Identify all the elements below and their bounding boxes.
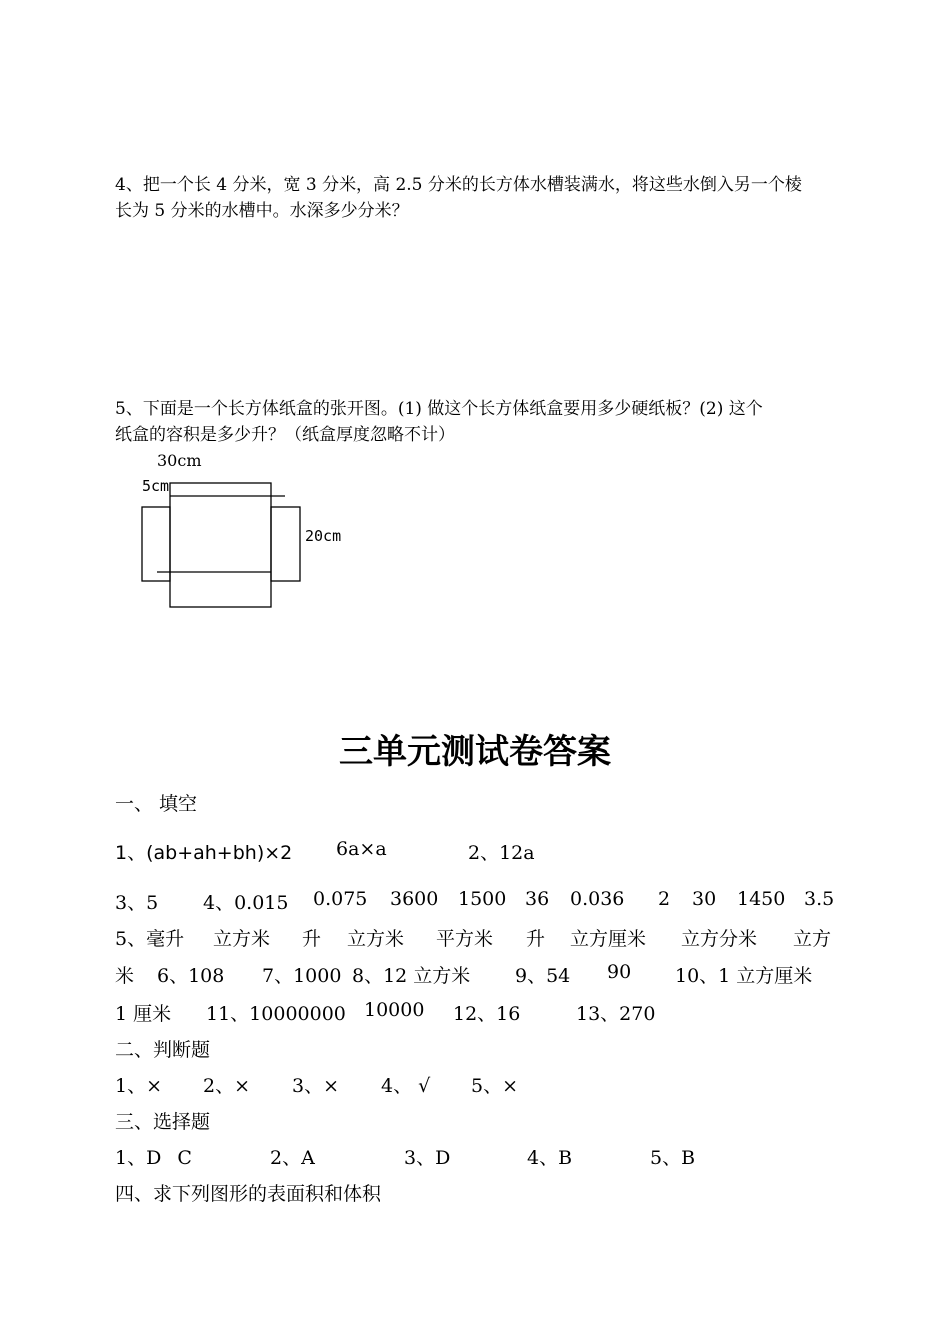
net-center-face xyxy=(170,483,271,607)
fill-row-5 xyxy=(0,999,950,1025)
fill-row-2-item: 3600 xyxy=(390,888,439,910)
judge-answer: 3、× xyxy=(292,1075,340,1097)
fill-row-2-item: 2 xyxy=(658,888,671,910)
section-2-heading: 二、判断题 xyxy=(115,1039,211,1061)
fill-row-2-item: 3.5 xyxy=(804,888,835,910)
fill-row-2-item: 0.075 xyxy=(313,888,368,910)
fill-row-4-item: 9、54 xyxy=(515,965,571,987)
net-left-flap xyxy=(142,507,170,581)
judge-answer: 4、 √ xyxy=(381,1075,431,1097)
choice-answer: 3、D xyxy=(404,1147,451,1169)
fill-row-2-item: 1450 xyxy=(737,888,786,910)
fill-row-2-item: 0.036 xyxy=(570,888,625,910)
fill-row-1-item: 2、12a xyxy=(468,842,535,864)
fill-row-2 xyxy=(0,888,950,914)
choice-answer: 2、A xyxy=(270,1147,315,1169)
fill-row-3-item: 平方米 xyxy=(436,928,494,950)
section-4-heading: 四、求下列图形的表面积和体积 xyxy=(115,1183,382,1205)
fill-row-4 xyxy=(0,961,950,987)
question-5-line-2: 纸盒的容积是多少升？（纸盒厚度忽略不计） xyxy=(115,425,455,445)
label-5cm: 5cm xyxy=(142,477,170,495)
fill-row-3-item: 立方分米 xyxy=(681,928,758,950)
choice-answers-row xyxy=(0,1143,950,1169)
judge-answers-row xyxy=(0,1071,950,1097)
question-4-line-2: 长为 5 分米的水槽中。水深多少分米？ xyxy=(115,201,409,221)
fill-row-1 xyxy=(0,838,950,864)
label-30cm: 30cm xyxy=(157,451,202,470)
section-3-heading: 三、选择题 xyxy=(115,1111,211,1133)
question-5-line-1: 5、下面是一个长方体纸盒的张开图。(1) 做这个长方体纸盒要用多少硬纸板？(2) 这个 xyxy=(115,399,763,419)
fill-row-2-item: 36 xyxy=(525,888,550,910)
fill-row-4-item: 7、1000 xyxy=(262,965,342,987)
fill-row-5-item: 1 厘米 xyxy=(115,1003,172,1025)
question-4-line-1: 4、把一个长 4 分米，宽 3 分米，高 2.5 分米的长方体水槽装满水，将这些水倒入另一个棱 xyxy=(115,175,802,195)
choice-answer: 5、B xyxy=(650,1147,696,1169)
fill-row-3-item: 立方厘米 xyxy=(570,928,647,950)
fill-row-5-item: 10000 xyxy=(364,999,425,1021)
judge-answer: 1、× xyxy=(115,1075,163,1097)
fill-row-2-item: 30 xyxy=(692,888,717,910)
fill-row-4-item: 90 xyxy=(607,961,632,983)
fill-row-5-item: 11、10000000 xyxy=(206,1003,346,1025)
judge-answer: 5、× xyxy=(471,1075,519,1097)
fill-row-4-item: 米 xyxy=(115,965,135,987)
choice-answer: 4、B xyxy=(527,1147,573,1169)
label-20cm: 20cm xyxy=(305,527,342,545)
fill-row-3 xyxy=(0,924,950,950)
judge-answer: 2、× xyxy=(203,1075,251,1097)
fill-row-3-item: 立方 xyxy=(793,928,832,950)
choice-answer: 1、D C xyxy=(115,1147,192,1169)
net-right-flap xyxy=(271,507,300,581)
fill-row-2-item: 3、5 xyxy=(115,892,159,914)
fill-row-4-item: 8、12 立方米 xyxy=(352,965,471,987)
fill-row-3-item: 立方米 xyxy=(213,928,271,950)
fill-row-5-item: 12、16 xyxy=(453,1003,521,1025)
fill-row-3-item: 升 xyxy=(302,928,322,950)
fill-row-1-item: 1、(ab+ah+bh)×2 xyxy=(115,842,293,864)
fill-row-2-item: 1500 xyxy=(458,888,507,910)
fill-row-5-item: 13、270 xyxy=(576,1003,656,1025)
fill-row-3-item: 升 xyxy=(526,928,546,950)
fill-row-3-item: 立方米 xyxy=(347,928,405,950)
fill-row-3-item: 5、毫升 xyxy=(115,928,185,950)
fill-row-4-item: 6、108 xyxy=(157,965,225,987)
fill-row-4-item: 10、1 立方厘米 xyxy=(675,965,813,987)
section-1-heading: 一、 填空 xyxy=(115,793,198,815)
fill-row-2-item: 4、0.015 xyxy=(203,892,289,914)
answer-title: 三单元测试卷答案 xyxy=(339,732,611,772)
fill-row-1-item: 6a×a xyxy=(336,838,387,860)
